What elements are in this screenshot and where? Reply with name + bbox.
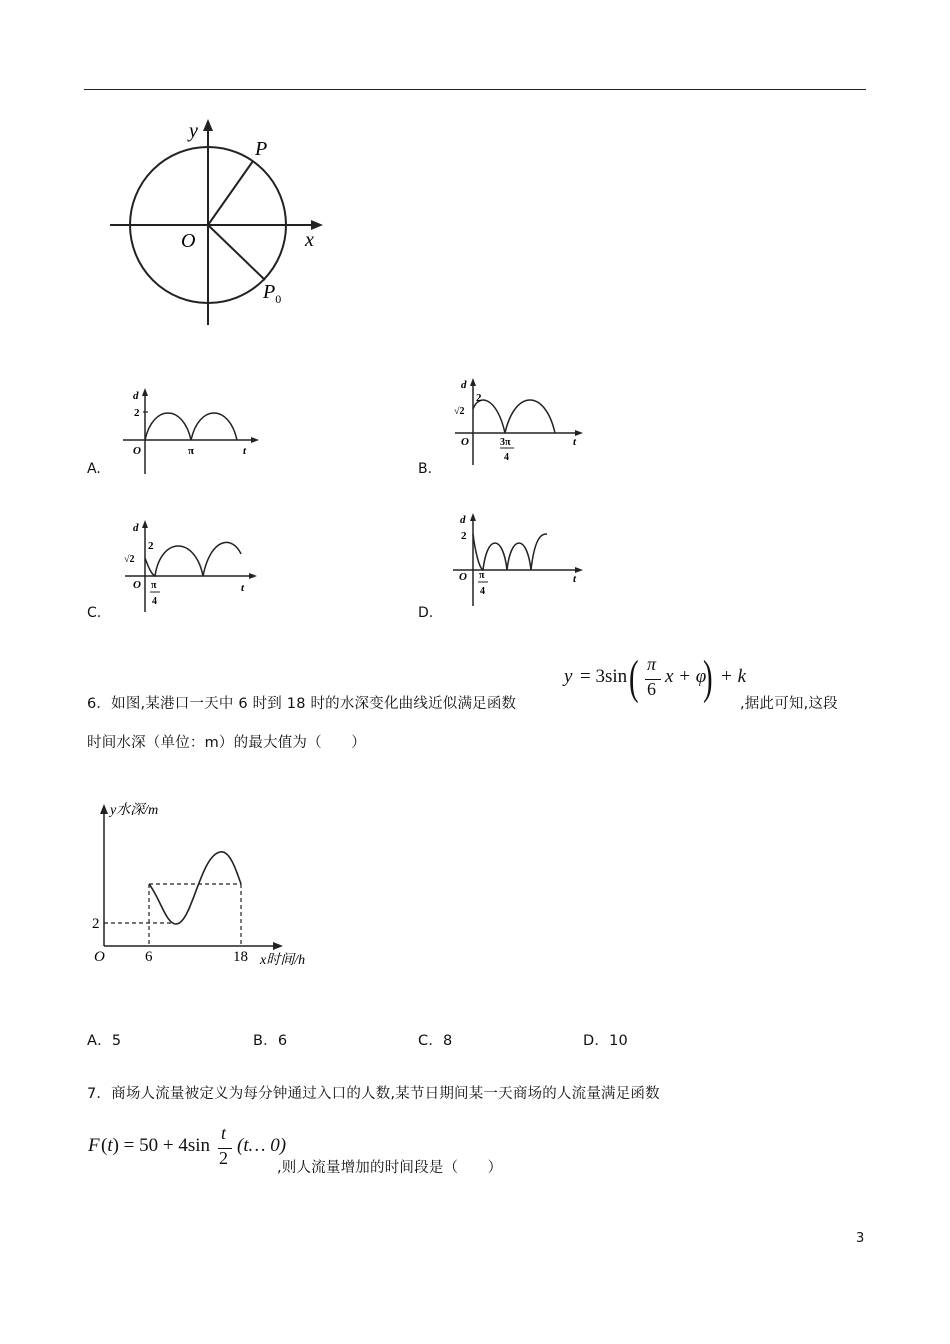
label-origin: O bbox=[181, 230, 196, 252]
svg-text:2: 2 bbox=[148, 540, 154, 552]
page-number: 3 bbox=[856, 1231, 865, 1246]
q6-choice-a[interactable]: A．5 bbox=[87, 1033, 122, 1049]
q7-formula-f: F bbox=[88, 1135, 100, 1156]
q6-formula-y: y bbox=[564, 666, 573, 687]
option-d-graph[interactable] bbox=[445, 510, 595, 610]
svg-text:4: 4 bbox=[504, 452, 509, 463]
label-y: y bbox=[189, 120, 198, 142]
svg-text:2: 2 bbox=[134, 407, 140, 419]
q7-formula-lhs-rest: (t) = 50 + 4sin bbox=[101, 1135, 211, 1156]
svg-text:3π: 3π bbox=[500, 437, 511, 448]
option-b-graph[interactable] bbox=[445, 375, 595, 470]
q7-formula-frac-num: t bbox=[221, 1123, 227, 1143]
svg-text:t: t bbox=[573, 436, 577, 448]
q6-graph-xlabel: x时间/h bbox=[260, 953, 306, 968]
q6-formula-rest: x + φ bbox=[665, 666, 707, 687]
svg-text:t: t bbox=[243, 445, 247, 457]
svg-text:4: 4 bbox=[152, 596, 157, 607]
svg-text:2: 2 bbox=[461, 530, 467, 542]
svg-text:O: O bbox=[461, 436, 469, 448]
q6-graph-ytick: 2 bbox=[92, 916, 100, 932]
label-x: x bbox=[305, 229, 314, 251]
q7-line2-end: ,则人流量增加的时间段是（ ） bbox=[277, 1160, 503, 1176]
svg-text:π: π bbox=[151, 580, 157, 591]
y-arrow bbox=[203, 119, 213, 131]
option-a-graph[interactable] bbox=[115, 384, 265, 479]
q6-choice-b[interactable]: B．6 bbox=[253, 1033, 288, 1049]
q6-graph-ylabel: y水深/m bbox=[110, 803, 159, 818]
svg-text:d: d bbox=[133, 522, 139, 534]
header-rule bbox=[84, 89, 866, 90]
svg-text:d: d bbox=[460, 514, 466, 526]
q6-formula-rparen: ) bbox=[703, 651, 713, 704]
q6-formula-lparen: ( bbox=[629, 651, 639, 704]
option-b-letter[interactable]: B. bbox=[418, 461, 433, 477]
svg-text:t: t bbox=[241, 582, 245, 594]
svg-text:O: O bbox=[133, 445, 141, 457]
q6-depth-graph bbox=[88, 798, 328, 973]
q6-choice-d[interactable]: D．10 bbox=[583, 1033, 628, 1049]
svg-text:O: O bbox=[459, 571, 467, 583]
option-a-letter[interactable]: A. bbox=[87, 461, 101, 477]
q6-line1-end: ,据此可知,这段 bbox=[740, 696, 838, 712]
q7-formula-cond: (t… 0) bbox=[237, 1135, 287, 1156]
svg-text:t: t bbox=[573, 573, 577, 585]
q7-line1: 7．商场人流量被定义为每分钟通过入口的人数,某节日期间某一天商场的人流量满足函数 bbox=[87, 1086, 660, 1102]
label-p0-sub: 0 bbox=[275, 292, 282, 306]
label-p0-main: P bbox=[263, 281, 276, 303]
q6-line1: 6．如图,某港口一天中 6 时到 18 时的水深变化曲线近似满足函数 bbox=[87, 696, 517, 712]
option-d-letter[interactable]: D. bbox=[418, 605, 434, 621]
q6-formula-tail: + k bbox=[720, 666, 747, 687]
svg-text:4: 4 bbox=[480, 586, 485, 597]
svg-text:2: 2 bbox=[476, 392, 482, 404]
q6-formula-frac-den: 6 bbox=[647, 679, 656, 699]
q6-formula-frac-num: π bbox=[647, 654, 657, 674]
q7-formula-frac-den: 2 bbox=[219, 1148, 228, 1168]
label-p: P bbox=[255, 138, 268, 160]
svg-text:√2: √2 bbox=[454, 406, 465, 417]
q6-graph-xtick1: 6 bbox=[145, 949, 153, 965]
svg-text:π: π bbox=[188, 445, 195, 457]
svg-text:π: π bbox=[479, 570, 485, 581]
op-segment bbox=[208, 161, 253, 225]
unit-circle-figure bbox=[105, 115, 335, 330]
svg-text:√2: √2 bbox=[124, 554, 135, 565]
svg-text:d: d bbox=[133, 390, 139, 402]
q6-line2: 时间水深（单位：m）的最大值为（ ） bbox=[87, 735, 366, 751]
q6-formula-eq: = 3sin bbox=[580, 666, 628, 687]
op0-segment bbox=[208, 225, 265, 280]
option-c-letter[interactable]: C. bbox=[87, 605, 102, 621]
option-c-graph[interactable] bbox=[115, 516, 265, 616]
q6-graph-xtick2: 18 bbox=[233, 949, 248, 965]
label-p0 bbox=[262, 281, 281, 306]
q6-choice-c[interactable]: C．8 bbox=[418, 1033, 453, 1049]
q6-graph-origin: O bbox=[94, 949, 105, 965]
svg-text:O: O bbox=[133, 579, 141, 591]
svg-text:d: d bbox=[461, 379, 467, 391]
